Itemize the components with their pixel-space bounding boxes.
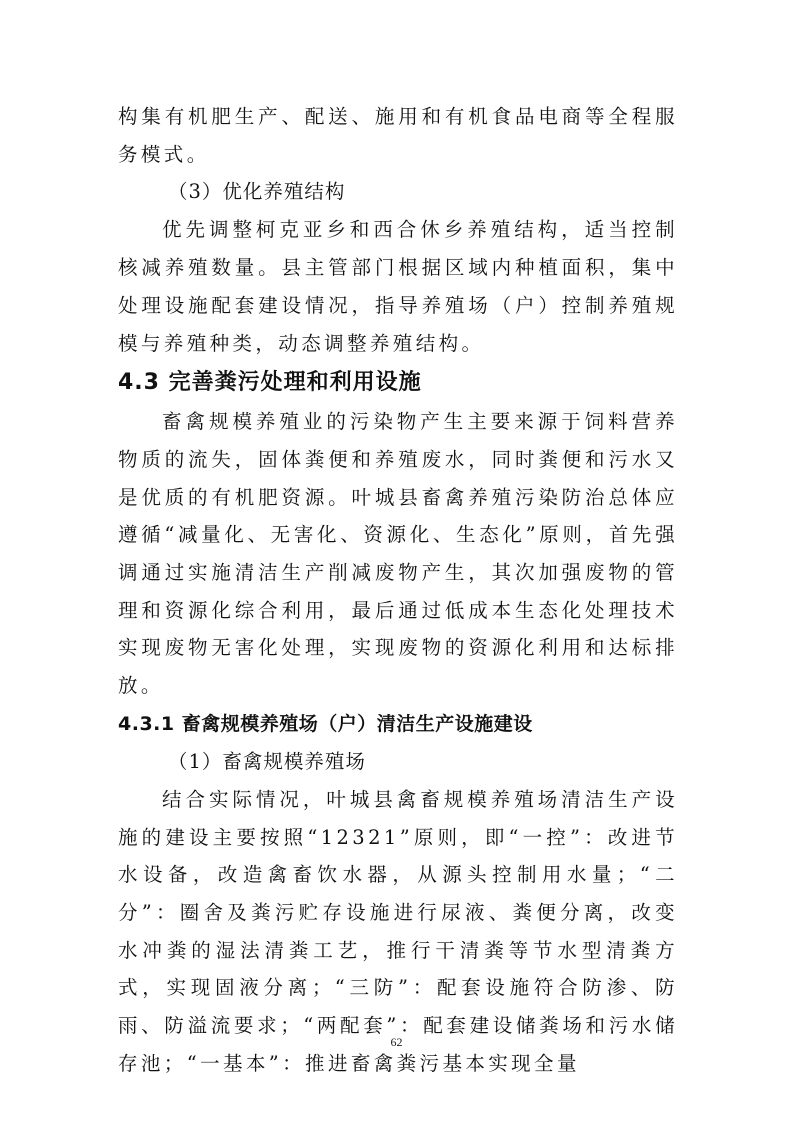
- paragraph-optimize-structure: 优先调整柯克亚乡和西合休乡养殖结构，适当控制核减养殖数量。县主管部门根据区域内种植面积，集中处理设施配套建设情况，指导养殖场（户）控制养殖规模与养殖种类，动态调整养殖结构。: [118, 218, 678, 355]
- section-heading-4-3: 4.3 完善粪污处理和利用设施: [118, 370, 422, 396]
- subheading-large-farms: （1）畜禽规模养殖场: [168, 749, 366, 773]
- paragraph-service-model: 构集有机肥生产、配送、施用和有机食品电商等全程服务模式。: [118, 105, 678, 166]
- paragraph-12321-principle: 结合实际情况，叶城县禽畜规模养殖场清洁生产设施的建设主要按照“12321”原则，即“一控”：改进节水设备，改造禽畜饮水器，从源头控制用水量；“二分”：圈舍及粪污贮存设施进行尿液、粪便分离，改变水冲粪的湿法清粪工艺，推行干清粪等节水型清粪方式，实现固液分离；“三防”：配套设施符合防渗、防雨、防溢流要求；“两配套”：配套建设储粪场和污水储存池；“一基本”：推进畜禽粪污基本实现全量: [118, 787, 678, 1075]
- subheading-optimize-structure: （3）优化养殖结构: [168, 180, 346, 204]
- page-number: 62: [390, 1035, 403, 1049]
- document-body: [118, 98, 678, 1082]
- paragraph-pollution-principles: 畜禽规模养殖业的污染物产生主要来源于饲料营养物质的流失，固体粪便和养殖废水，同时粪便和污水又是优质的有机肥资源。叶城县畜禽养殖污染防治总体应遵循“减量化、无害化、资源化、生态化”原则，首先强调通过实施清洁生产削减废物产生，其次加强废物的管理和资源化综合利用，最后通过低成本生态化处理技术实现废物无害化处理，实现废物的资源化利用和达标排放。: [118, 410, 678, 698]
- section-heading-4-3-1: 4.3.1 畜禽规模养殖场（户）清洁生产设施建设: [118, 712, 533, 735]
